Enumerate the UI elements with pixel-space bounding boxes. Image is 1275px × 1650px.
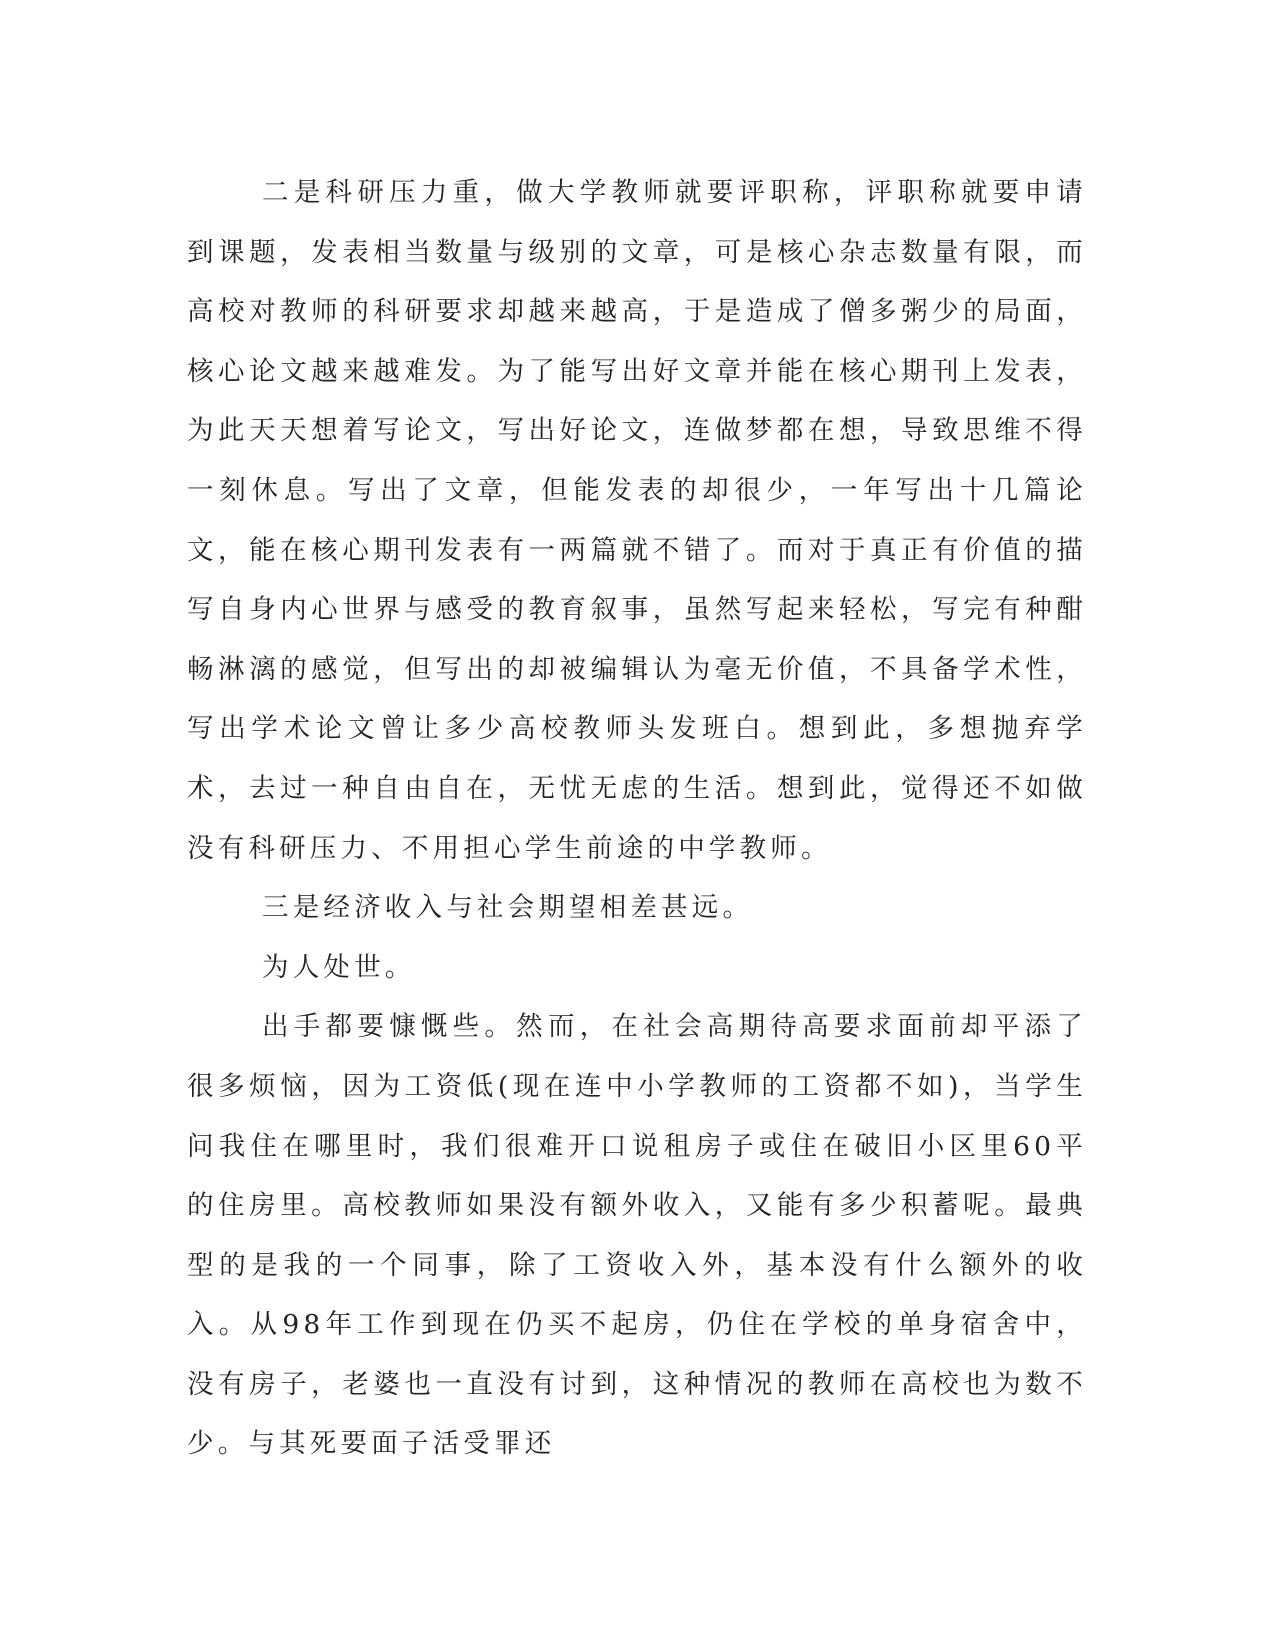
paragraph-economic-income: 三是经济收入与社会期望相差甚远。 [262,892,754,924]
paragraph-low-salary: 出手都要慷慨些。然而，在社会高期待高要求面前却平添了很多烦恼，因为工资低(现在连中小学教师的工资都不如)，当学生问我住在哪里时，我们很难开口说租房子或住在破旧小区里60平的住房里。高校教师如果没有额外收入，又能有多少积蓄呢。最典型的是我的一个同事，除了工资收入外，基本没有什么额外的收入。从98年工作到现在仍买不起房，仍住在学校的单身宿舍中，没有房子，老婆也一直没有讨到，这种情况的教师在高校也为数不少。与其死要面子活受罪还 [187,1011,1087,1460]
document-body [187,163,1087,1474]
paragraph-research-pressure: 二是科研压力重，做大学教师就要评职称，评职称就要申请到课题，发表相当数量与级别的文章，可是核心杂志数量有限，而高校对教师的科研要求却越来越高，于是造成了僧多粥少的局面，核心论文越来越难发。为了能写出好文章并能在核心期刊上发表，为此天天想着写论文，写出好论文，连做梦都在想，导致思维不得一刻休息。写出了文章，但能发表的却很少，一年写出十几篇论文，能在核心期刊发表有一两篇就不错了。而对于真正有价值的描写自身内心世界与感受的教育叙事，虽然写起来轻松，写完有种酣畅淋漓的感觉，但写出的却被编辑认为毫无价值，不具备学术性，写出学术论文曾让多少高校教师头发班白。想到此，多想抛弃学术，去过一种自由自在，无忧无虑的生活。想到此，觉得还不如做没有科研压力、不用担心学生前途的中学教师。 [187,177,1087,864]
paragraph-social-conduct: 为人处世。 [262,951,416,983]
